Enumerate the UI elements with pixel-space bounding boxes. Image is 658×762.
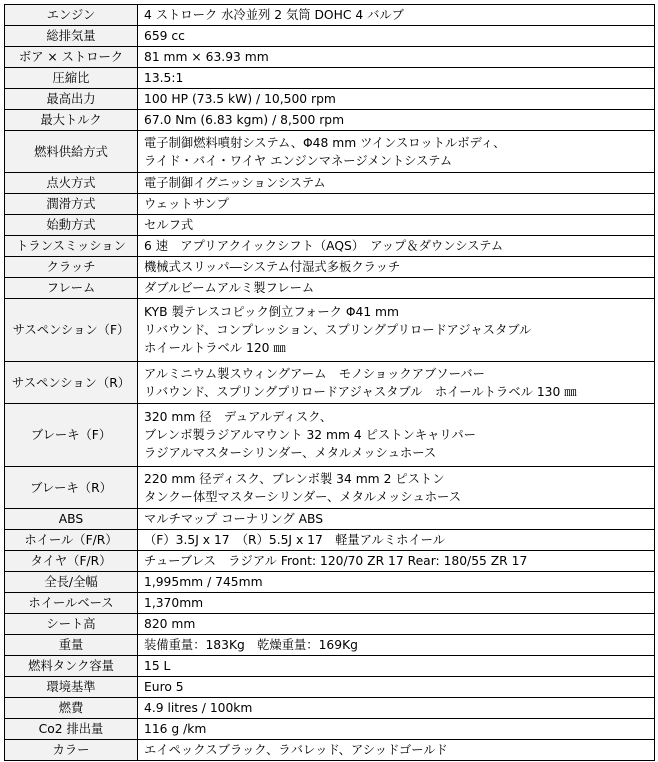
spec-value-line: ライド・バイ・ワイヤ エンジンマネージメントシステム [144, 153, 453, 168]
spec-label: 重量 [5, 635, 138, 656]
spec-value [138, 656, 655, 677]
spec-label: 潤滑方式 [5, 194, 138, 215]
spec-label: 点火方式 [5, 173, 138, 194]
spec-row [5, 677, 655, 698]
spec-value-line: 659 cc [144, 29, 185, 43]
spec-label: 圧縮比 [5, 68, 138, 89]
spec-value [138, 698, 655, 719]
spec-row [5, 509, 655, 530]
spec-value [138, 614, 655, 635]
spec-value [138, 68, 655, 89]
spec-row [5, 5, 655, 26]
spec-row [5, 131, 655, 173]
spec-value [138, 404, 655, 467]
spec-label: サスペンション（R） [5, 362, 138, 404]
spec-value-line: 820 mm [144, 617, 196, 631]
spec-row [5, 362, 655, 404]
spec-label: 総排気量 [5, 26, 138, 47]
spec-value [138, 530, 655, 551]
spec-value-line: 電子制御イグニッションシステム [144, 176, 326, 190]
spec-label: ホイールベース [5, 593, 138, 614]
spec-label: 最大トルク [5, 110, 138, 131]
spec-value [138, 635, 655, 656]
spec-value [138, 215, 655, 236]
spec-value-line: 81 mm × 63.93 mm [144, 50, 269, 64]
spec-label: Co2 排出量 [5, 719, 138, 740]
spec-label: ブレーキ（R） [5, 467, 138, 509]
spec-value-line: ラジアルマスターシリンダー、メタルメッシュホース [144, 446, 437, 460]
spec-value [138, 110, 655, 131]
spec-value [138, 131, 655, 173]
spec-value [138, 509, 655, 530]
spec-value [138, 362, 655, 404]
spec-value-line: 100 HP (73.5 kW) / 10,500 rpm [144, 92, 336, 106]
spec-value-line: Euro 5 [144, 680, 184, 694]
spec-row [5, 257, 655, 278]
spec-label: 最高出力 [5, 89, 138, 110]
spec-label: ブレーキ（F） [5, 404, 138, 467]
spec-label: 燃費 [5, 698, 138, 719]
spec-value-line: ダブルビームアルミ製フレーム [144, 281, 315, 295]
spec-label: 環境基準 [5, 677, 138, 698]
spec-row [5, 299, 655, 362]
spec-value [138, 26, 655, 47]
spec-label: シート高 [5, 614, 138, 635]
spec-value [138, 572, 655, 593]
spec-label: エンジン [5, 5, 138, 26]
spec-row [5, 551, 655, 572]
spec-value-line: 6 速 アプリアクイックシフト（AQS） アップ＆ダウンシステム [144, 239, 504, 253]
spec-value-line: タンクー体型マスターシリンダー、メタルメッシュホース [144, 489, 462, 504]
spec-value-line: （F）3.5J x 17 （R）5.5J x 17 軽量アルミホイール [144, 533, 446, 547]
spec-label: トランスミッション [5, 236, 138, 257]
spec-row [5, 740, 655, 761]
spec-label: 燃料供給方式 [5, 131, 138, 173]
spec-value [138, 278, 655, 299]
spec-value-line: 機械式スリッパ―システム付湿式多板クラッチ [144, 260, 401, 274]
spec-value-line: 220 mm 径ディスク、ブレンボ製 34 mm 2 ピストン [144, 471, 445, 486]
spec-row [5, 572, 655, 593]
spec-value [138, 593, 655, 614]
spec-value [138, 194, 655, 215]
spec-row [5, 656, 655, 677]
spec-value [138, 551, 655, 572]
spec-row [5, 215, 655, 236]
spec-value-line: 67.0 Nm (6.83 kgm) / 8,500 rpm [144, 113, 345, 127]
spec-value [138, 719, 655, 740]
spec-value-line: 1,995mm / 745mm [144, 575, 263, 589]
spec-table [4, 4, 655, 761]
spec-label: 始動方式 [5, 215, 138, 236]
spec-value-line: 13.5:1 [144, 71, 184, 85]
spec-row [5, 173, 655, 194]
spec-label: サスペンション（F） [5, 299, 138, 362]
spec-row [5, 467, 655, 509]
spec-value-line: アルミニウム製スウィングアーム モノショックアブソーバー [144, 366, 485, 381]
spec-row [5, 47, 655, 68]
spec-row [5, 110, 655, 131]
spec-value-line: セルフ式 [144, 218, 194, 232]
spec-value [138, 89, 655, 110]
spec-row [5, 89, 655, 110]
spec-value-line: KYB 製テレスコピック倒立フォーク Φ41 mm [144, 305, 400, 319]
spec-value [138, 5, 655, 26]
spec-value-line: ブレンボ製ラジアルマウント 32 mm 4 ピストンキャリパー [144, 428, 476, 442]
spec-label: 全長/全幅 [5, 572, 138, 593]
spec-row [5, 593, 655, 614]
spec-row [5, 236, 655, 257]
spec-label: カラー [5, 740, 138, 761]
spec-value-line: 4.9 litres / 100km [144, 701, 253, 715]
spec-value-line: マルチマップ コーナリング ABS [144, 512, 324, 526]
spec-row [5, 635, 655, 656]
spec-value-line: 電子制御燃料噴射システム、Φ48 mm ツインスロットルボディ、 [144, 135, 506, 150]
spec-row [5, 530, 655, 551]
spec-value-line: 320 mm 径 デュアルディスク、 [144, 410, 333, 424]
spec-label: 燃料タンク容量 [5, 656, 138, 677]
spec-row [5, 404, 655, 467]
spec-value-line: エイペックスブラック、ラバレッド、アシッドゴールド [144, 743, 448, 757]
spec-row [5, 614, 655, 635]
spec-label: クラッチ [5, 257, 138, 278]
spec-value-line: リバウンド、スプリングプリロードアジャスタブル ホイールトラベル 130 ㎜ [144, 384, 577, 399]
spec-value [138, 299, 655, 362]
spec-row [5, 26, 655, 47]
spec-value-line: ホイールトラベル 120 ㎜ [144, 341, 286, 355]
spec-row [5, 278, 655, 299]
spec-table-body [5, 5, 655, 761]
spec-value [138, 677, 655, 698]
spec-value [138, 467, 655, 509]
spec-value-line: リバウンド、コンプレッション、スプリングプリロードアジャスタブル [144, 323, 532, 337]
spec-value-line: 装備重量：183Kg 乾燥重量：169Kg [144, 638, 358, 652]
spec-row [5, 719, 655, 740]
spec-value [138, 173, 655, 194]
spec-value-line: 15 L [144, 659, 171, 673]
spec-value-line: チューブレス ラジアル Front: 120/70 ZR 17 Rear: 180/55 ZR 17 [144, 554, 528, 568]
spec-label: ABS [5, 509, 138, 530]
spec-row [5, 68, 655, 89]
spec-label: ホイール（F/R） [5, 530, 138, 551]
spec-row [5, 698, 655, 719]
spec-label: フレーム [5, 278, 138, 299]
spec-value [138, 740, 655, 761]
spec-value-line: 116 g /km [144, 722, 207, 736]
spec-label: タイヤ（F/R） [5, 551, 138, 572]
spec-value [138, 257, 655, 278]
spec-value-line: 1,370mm [144, 596, 204, 610]
spec-row [5, 194, 655, 215]
spec-value-line: 4 ストローク 水冷並列 2 気筒 DOHC 4 バルブ [144, 8, 404, 22]
spec-value [138, 236, 655, 257]
spec-value [138, 47, 655, 68]
spec-value-line: ウェットサンプ [144, 197, 229, 211]
spec-label: ボア × ストローク [5, 47, 138, 68]
